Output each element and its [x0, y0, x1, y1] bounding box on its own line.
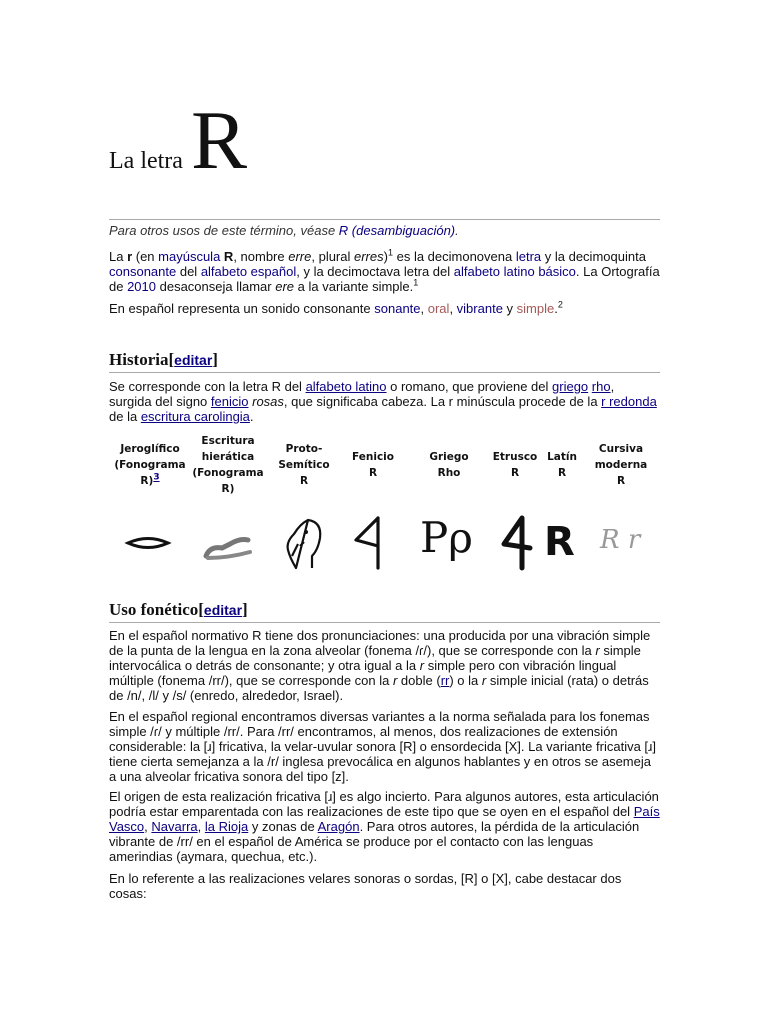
- title-rule: [109, 219, 660, 220]
- griego-link[interactable]: griego: [552, 379, 589, 394]
- latin-r-icon: R: [544, 519, 575, 565]
- ref-3[interactable]: 3: [153, 472, 160, 483]
- table-header-cursiva: Cursiva moderna R: [594, 443, 648, 487]
- simple-link[interactable]: simple: [516, 301, 555, 316]
- uso-paragraph-4: En lo referente a las realizaciones velares sonoras o sordas, [R] o [X], cabe destacar dos cosas:: [109, 871, 622, 901]
- sonante-link[interactable]: sonante: [374, 301, 421, 316]
- historia-edit-link[interactable]: editar: [174, 352, 213, 368]
- uso-paragraph-3: El origen de esta realización fricativa [ɹ] es algo incierto. Para algunos autores, esta articulación podría estar emparentada con las realizaciones de este tipo que se oyen en el español del País Vasco, Navarra, la Rioja y zonas de Aragón. Para otros autores, la pérdida de la articulación vibrante de /rr/ en el español de América se produce por el contacto con las lenguas amerindias (aymara, quechua, etc.).: [109, 789, 660, 864]
- year-2010-link[interactable]: 2010: [127, 279, 156, 294]
- vibrante-link[interactable]: vibrante: [456, 301, 503, 316]
- historia-rule: [109, 372, 660, 373]
- table-header-griego: Griego Rho: [429, 451, 469, 479]
- alfabeto-espanol-link[interactable]: alfabeto español: [200, 264, 297, 279]
- historia-heading: Historia[editar]: [109, 350, 218, 369]
- table-header-latin: Latín R: [547, 451, 577, 479]
- etruscan-r-icon: [498, 514, 538, 572]
- alfabeto-latino-link[interactable]: alfabeto latino: [305, 379, 387, 394]
- greek-rho-icon: Ρρ: [420, 513, 473, 562]
- pais-vasco-link[interactable]: País Vasco: [109, 804, 660, 834]
- uso-edit-link[interactable]: editar: [203, 602, 243, 618]
- navarra-link[interactable]: Navarra: [151, 819, 198, 834]
- title-letter: R: [190, 94, 247, 187]
- table-header-jeroglifico: Jeroglífico (Fonograma R)$^3$: [114, 443, 186, 487]
- consonante-link[interactable]: consonante: [109, 264, 177, 279]
- uso-rule: [109, 622, 660, 623]
- alfabeto-latino-basico-link[interactable]: alfabeto latino básico: [453, 264, 576, 279]
- uso-paragraph-2: En el español regional encontramos diversas variantes a la norma señalada para los fonemas simple /ɾ/ y múltiple /rr/. Para /rr/ encontramos, al menos, dos realizaciones de extensión considerable: la [ɹ] fricativa, la velar-uvular sonora [R] o ensordecida [X]. La variante fricativa [ɹ] tiene cierta semejanza a la /r/ inglesa prevocálica en algunos hablantes y en otros se asemeja a una alveolar fricativa sonora del tipo [z].: [109, 709, 656, 784]
- table-header-fenicio: Fenicio R: [352, 451, 394, 479]
- title-prefix: La letra: [109, 148, 183, 174]
- ref-1[interactable]: 1: [387, 247, 393, 258]
- table-header-etrusco: Etrusco R: [492, 451, 538, 479]
- hieratic-r-icon: [200, 528, 256, 564]
- page-title: [109, 92, 247, 189]
- disambiguation-link[interactable]: R (desambiguación): [338, 223, 456, 238]
- fenicio-link[interactable]: fenicio: [210, 394, 249, 409]
- intro-paragraph-1: La r (en mayúscula R, nombre erre, plural erres)$^1$ es la decimonovena letra y la decimoquinta consonante del alfabeto español, y la decimoctava letra del alfabeto latino básico. La Ortografía de 2010 desaconseja llamar ere a la variante simple.$^1$: [109, 247, 660, 294]
- mouth-hieroglyph-icon: [124, 532, 172, 554]
- escritura-carolingia-link[interactable]: escritura carolingia: [140, 409, 250, 424]
- ref-1b[interactable]: 1: [413, 277, 419, 288]
- rho-link[interactable]: rho: [591, 379, 611, 394]
- aragon-link[interactable]: Aragón: [317, 819, 360, 834]
- oral-link[interactable]: oral: [427, 301, 450, 316]
- rr-link[interactable]: rr: [440, 673, 450, 688]
- phoenician-resh-icon: [350, 514, 390, 572]
- table-header-hieratica: Escritura hierática (Fonograma R): [192, 435, 264, 495]
- uso-fonetico-heading: Uso fonético[editar]: [109, 600, 248, 619]
- hatnote: Para otros usos de este término, véase R (desambiguación).: [109, 223, 459, 238]
- r-redonda-link[interactable]: r redonda: [601, 394, 657, 409]
- cursive-r-icon: R r: [600, 525, 641, 555]
- table-header-proto-semitico: Proto- Semítico R: [278, 443, 330, 487]
- la-rioja-link[interactable]: la Rioja: [204, 819, 249, 834]
- historia-paragraph: Se corresponde con la letra R del alfabeto latino o romano, que proviene del griego rho, surgida del signo fenicio rosas, que significaba cabeza. La r minúscula procede de la r redonda de la escritura carolingia.: [109, 379, 657, 424]
- proto-semitic-head-icon: [282, 516, 328, 572]
- intro-paragraph-2: En español representa un sonido consonante sonante, oral, vibrante y simple.$^2$: [109, 299, 563, 316]
- mayuscula-link[interactable]: mayúscula: [158, 249, 221, 264]
- uso-paragraph-1: En el español normativo R tiene dos pronunciaciones: una producida por una vibración simple de la punta de la lengua en la zona alveolar (fonema /ɾ/), que se corresponde con la r simple intervocálica o detrás de consonante; y otra igual a la r simple pero con vibración lingual múltiple (fonema /rr/), que se corresponde con la r doble (rr) o la r simple inicial (rata) o detrás de /n/, /l/ y /s/ (enredo, alrededor, Israel).: [109, 628, 651, 703]
- letra-link[interactable]: letra: [515, 249, 542, 264]
- ref-2[interactable]: 2: [557, 299, 563, 310]
